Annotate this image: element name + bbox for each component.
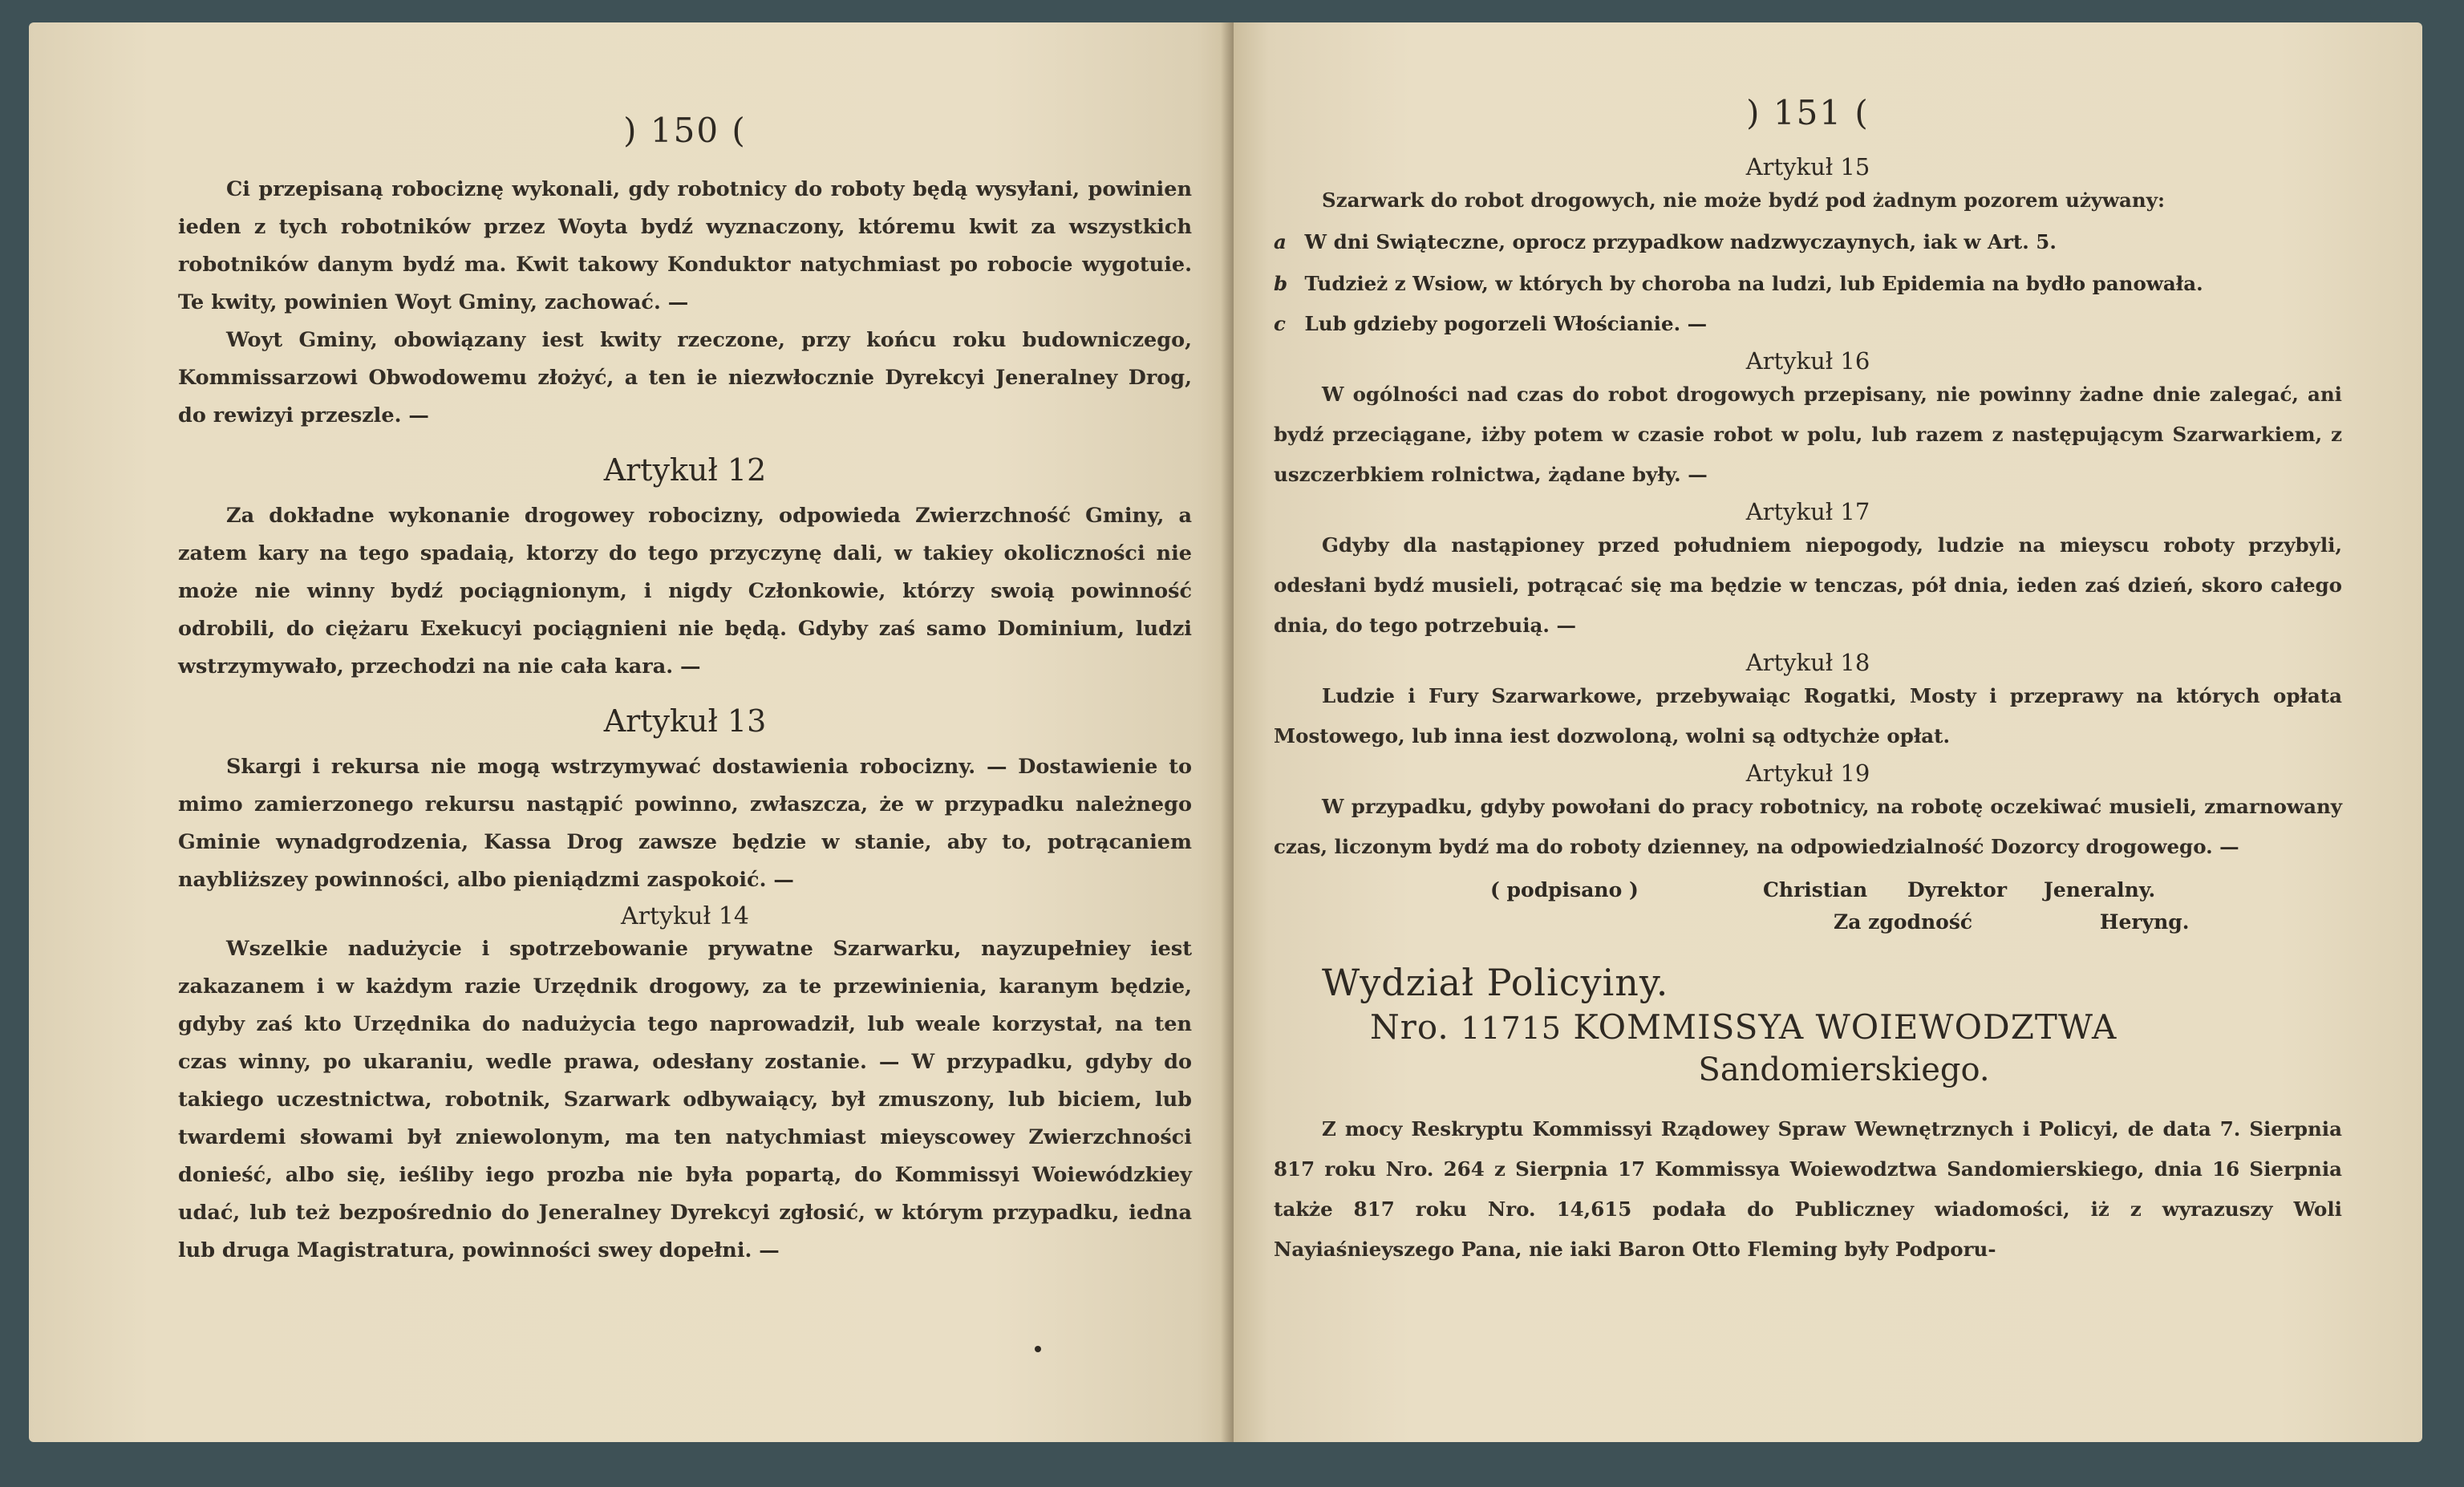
article-text: Ludzie i Fury Szarwarkowe, przebywaiąc Rogatki, Mosty i przeprawy na których opłata Mostowego, lub inna iest dozwoloną, wolni są odtychże opłat. — [1274, 684, 2342, 748]
left-page — [29, 22, 1234, 1442]
decree-number: 11715 — [1461, 1011, 1562, 1046]
paragraph: Ci przepisaną robociznę wykonali, gdy robotnicy do roboty będą wysyłani, powinien ieden z tych robotników przez Woyta bydź wyznaczony, któremu kwit za wszystkich robotników danym bydź ma. Kwit takowy Konduktor natychmiast po robocie wygotuie. Te kwity, powinien Woyt Gminy, zachować. — — [178, 177, 1192, 314]
article-text: Za dokładne wykonanie drogowey robocizny, odpowieda Zwierzchność Gminy, a zatem kary na tego spadaią, ktorzy do tego przyczynę dali, w takiey okoliczności nie może nie winny bydź pociągnionym, i nigdy Członkowie, którzy swoią powinność odrobili, do ciężaru Exekucyi pociągnieni nie będą. Gdyby zaś samo Dominium, ludzi wstrzymywało, przechodzi na nie cała kara. — — [178, 504, 1192, 679]
list-text: Lub gdzieby pogorzeli Włościanie. — — [1304, 312, 1708, 335]
article-heading: Artykuł 12 — [603, 452, 767, 488]
page-number: ) 150 ( — [623, 111, 747, 150]
signed-label: ( podpisano ) — [1490, 878, 1639, 902]
right-page — [1234, 22, 2422, 1442]
article-heading: Artykuł 17 — [1745, 498, 1870, 525]
article-heading: Artykuł 14 — [621, 902, 749, 930]
article-heading: Artykuł 15 — [1745, 153, 1870, 180]
list-text: W dni Swiąteczne, oprocz przypadkow nadzwyczaynych, iak w Art. 5. — [1304, 230, 2057, 253]
commission-region: Sandomierskiego. — [1698, 1051, 1990, 1088]
page-number: ) 151 ( — [1746, 93, 1870, 132]
attestation-line — [1274, 910, 2342, 934]
article-heading: Artykuł 13 — [603, 703, 767, 739]
signer-title: Dyrektor — [1907, 878, 2007, 902]
list-marker: b — [1274, 272, 1288, 295]
attestation-label: Za zgodność — [1834, 910, 1973, 934]
article-text: Gdyby dla nastąpioney przed południem niepogody, ludzie na mieyscu roboty przybyli, odesłani bydź musieli, potrącać się ma będzie w tenczas, pół dnia, ieden zaś dzień, skoro całego dnia, do tego potrzebuią. — — [1274, 533, 2342, 637]
signer-title: Jeneralny. — [2044, 878, 2156, 902]
list-text: Tudzież z Wsiow, w których by choroba na ludzi, lub Epidemia na bydło panowała. — [1304, 272, 2203, 295]
attestation-name: Heryng. — [2099, 910, 2190, 934]
article-text: Skargi i rekursa nie mogą wstrzymywać dostawienia robocizny. — Dostawienie to mimo zamierzonego rekursu nastąpić powinno, zwłaszcza, że w przypadku należnego Gminie wynadgrodzenia, Kassa Drog zawsze będzie w stanie, aby to, potrącaniem naybliższey powinności, albo pieniądzmi zaspokoić. — — [178, 755, 1192, 892]
ink-dot — [1035, 1346, 1041, 1352]
section-title: Wydział Policyiny. — [1322, 961, 1669, 1004]
list-marker: c — [1274, 312, 1286, 335]
article-text: W ogólności nad czas do robot drogowych przepisany, nie powinny żadne dnie zalegać, ani bydź przeciągane, iżby potem w czasie robot w polu, lub razem z następującym Szarwarkiem, z uszczerbkiem rolnictwa, żądane były. — — [1274, 383, 2342, 486]
list-marker: a — [1274, 230, 1287, 253]
list-item — [1274, 304, 2342, 344]
signer-name: Christian — [1763, 878, 1868, 902]
article-text: W przypadku, gdyby powołani do pracy robotnicy, na robotę oczekiwać musieli, zmarnowany czas, liczonym bydź ma do roboty dzienney, na odpowiedzialność Dozorcy drogowego. — — [1274, 795, 2342, 858]
article-heading: Artykuł 16 — [1745, 347, 1870, 375]
decree-nro-label: Nro. — [1370, 1007, 1449, 1047]
article-heading: Artykuł 18 — [1745, 649, 1870, 676]
article-text: Wszelkie nadużycie i spotrzebowanie prywatne Szarwarku, nayzupełniey iest zakazanem i w każdym razie Urzędnik drogowy, za te przewinienia, karanym będzie, gdyby zaś kto Urzędnika do nadużycia tego naprowadził, lub weale korzystał, na ten czas winny, po ukaraniu, wedle prawa, odesłany zostanie. — W przypadku, gdyby do takiego uczestnictwa, robotnik, Szarwark odbywaiący, był zmuszony, lub biciem, lub twardemi słowami był zniewolonym, ma ten natychmiast mieyscowey Zwierzchności donieść, albo się, ieśliby iego prozba nie była popartą, do Kommissyi Woiewódzkiey udać, lub też bezpośrednio do Jeneralney Dyrekcyi zgłosić, w którym przypadku, iedna lub druga Magistratura, powinności swey dopełni. — — [178, 937, 1192, 1262]
list-item — [1274, 221, 2342, 264]
list-item — [1274, 264, 2342, 304]
article-heading: Artykuł 19 — [1745, 760, 1870, 787]
decree-heading — [1370, 1007, 2342, 1047]
paragraph: Woyt Gminy, obowiązany iest kwity rzeczone, przy końcu roku budowniczego, Kommissarzowi Obwodowemu złożyć, a ten ie niezwłocznie Dyrekcyi Jeneralney Drog, do rewizyi przeszle. — — [178, 328, 1192, 427]
article-text: Szarwark do robot drogowych, nie może bydź pod żadnym pozorem używany: — [1322, 188, 2166, 212]
decree-text: Z mocy Reskryptu Kommissyi Rządowey Spraw Wewnętrznych i Policyi, de data 7. Sierpnia 817 roku Nro. 264 z Sierpnia 17 Kommissya Woiewodztwa Sandomierskiego, dnia 16 Sierpnia także 817 roku Nro. 14,615 podała do Publiczney wiadomości, iż z wyrazuszy Woli Nayiaśnieyszego Pana, nie iaki Baron Otto Fleming były Podporu- — [1274, 1117, 2342, 1261]
signature-line — [1274, 870, 2342, 910]
commission-name: KOMMISSYA WOIEWODZTWA — [1573, 1007, 2118, 1047]
